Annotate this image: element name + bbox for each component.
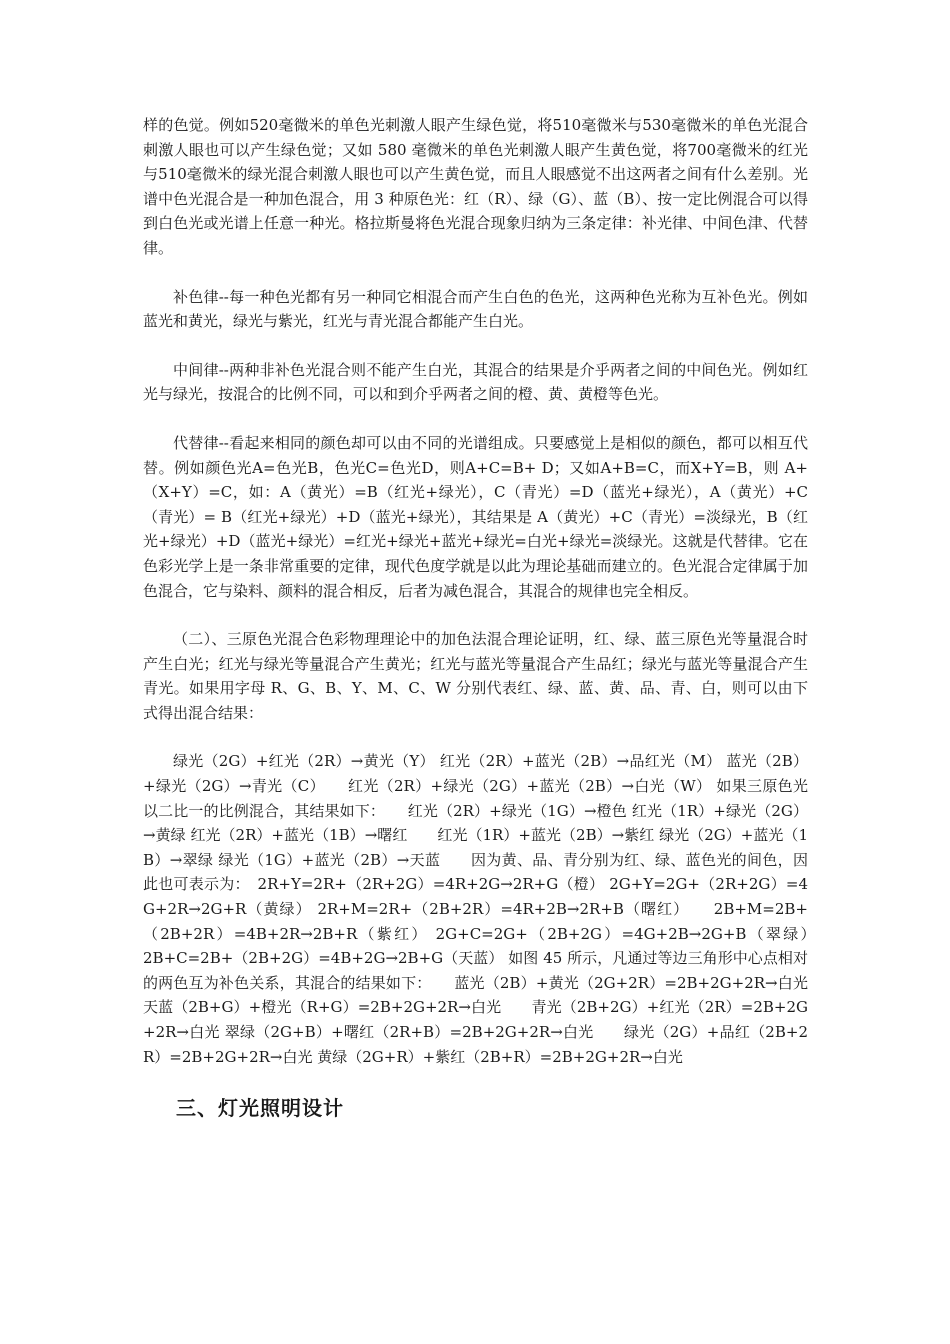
paragraph-color-perception: 样的色觉。例如520毫微米的单色光刺激人眼产生绿色觉，将510毫微米与530毫微米的单色光混合刺激人眼也可以产生绿色觉；又如 580 毫微米的单色光刺激人眼产生黄色觉，将700毫微米的红光与510毫微米的绿光混合刺激人眼也可以产生黄色觉，而且人眼感觉不出这两者之间有什么差别。光谱中色光混合是一种加色混合，用 3 种原色光：红（R）、绿（G）、蓝（B）、按一定比例混合可以得到白色光或光谱上任意一种光。格拉斯曼将色光混合现象归纳为三条定律：补光律、中间色津、代替律。 [143,116,808,257]
paragraph-primary-colors: （二）、三原色光混合色彩物理理论中的加色法混合理论证明，红、绿、蓝三原色光等量混合时产生白光；红光与绿光等量混合产生黄光；红光与蓝光等量混合产生品红；绿光与蓝光等量混合产生青光。如果用字母 R、G、B、Y、M、C、W 分别代表红、绿、蓝、黄、品、青、白，则可以由下式得出混合结果： [143,630,808,722]
section-heading: 三、灯光照明设计 [176,1096,344,1121]
paragraph-mixing-formulas: 绿光（2G）+红光（2R）→黄光（Y） 红光（2R）+蓝光（2B）→品红光（M） 蓝光（2B）+绿光（2G）→青光（C） 红光（2R）+绿光（2G）+蓝光（2B）→白光（W） 如果三原色光以二比一的比例混合，其结果如下： 红光（2R）+绿光（1G）→橙色 红光（1R）+绿光（2G）→黄绿 红光（2R）+蓝光（1B）→曙红 红光（1R）+蓝光（2B）→紫红 绿光（2G）+蓝光（1B）→翠绿 绿光（1G）+蓝光（2B）→天蓝 因为黄、品、青分别为红、绿、蓝色光的间色，因此也可表示为： 2R+Y=2R+（2R+2G）=4R+2G→2R+G（橙） 2G+Y=2G+（2R+2G）=4G+2R→2G+R（黄绿） 2R+M=2R+（2B+2R）=4R+2B→2R+B（曙红） 2B+M=2B+（2B+2R）=4B+2R→2B+R（紫红） 2G+C=2G+（2B+2G）=4G+2B→2G+B（翠绿） 2B+C=2B+（2B+2G）=4B+2G→2B+G（天蓝） 如图 45 所示，凡通过等边三角形中心点相对的两色互为补色关系，其混合的结果如下： 蓝光（2B）+黄光（2G+2R）=2B+2G+2R→白光 天蓝（2B+G）+橙光（R+G）=2B+2G+2R→白光 青光（2B+2G）+红光（2R）=2B+2G+2R→白光 翠绿（2G+B）+曙红（2R+B）=2B+2G+2R→白光 绿光（2G）+品红（2B+2R）=2B+2G+2R→白光 黄绿（2G+R）+紫红（2B+R）=2B+2G+2R→白光 [143,752,839,1066]
document-body [143,113,839,1123]
paragraph-intermediate-law: 中间律--两种非补色光混合则不能产生白光，其混合的结果是介乎两者之间的中间色光。例如红光与绿光，按混合的比例不同，可以和到介乎两者之间的橙、黄、黄橙等色光。 [143,360,808,404]
paragraph-substitution-law: 代替律--看起来相同的颜色却可以由不同的光谱组成。只要感觉上是相似的颜色，都可以相互代替。例如颜色光A=色光B，色光C=色光D，则A+C=B+ D；又如A+B=C，而X+Y=B，则 A+（X+Y）=C，如：A（黄光）=B（红光+绿光），C（青光）=D（蓝光+绿光），A（黄光）+C（青光）= B（红光+绿光）+D（蓝光+绿光），其结果是 A（黄光）+C（青光）=淡绿光，B（红光+绿光）+D（蓝光+绿光）=红光+绿光+蓝光+绿光=白光+绿光=淡绿光。这就是代替律。它在色彩光学上是一条非常重要的定律，现代色度学就是以此为理论基础而建立的。色光混合定律属于加色混合，它与染料、颜料的混合相反，后者为减色混合，其混合的规律也完全相反。 [143,433,808,600]
paragraph-complementary-law: 补色律--每一种色光都有另一种同它相混合而产生白色的色光，这两种色光称为互补色光。例如蓝光和黄光，绿光与紫光，红光与青光混合都能产生白光。 [143,287,808,331]
